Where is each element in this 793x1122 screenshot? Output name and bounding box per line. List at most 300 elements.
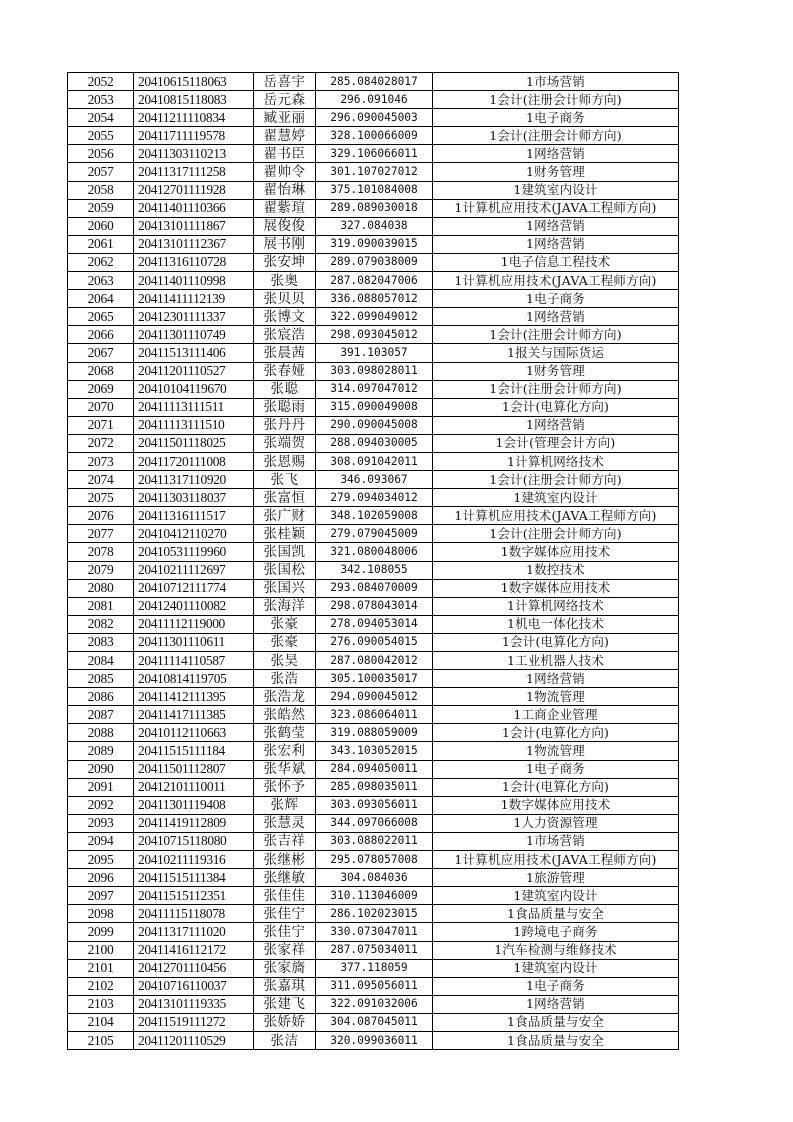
major-cell: 1网络营销 bbox=[433, 145, 679, 163]
table-row bbox=[68, 597, 679, 615]
student-id-cell: 20412701111928 bbox=[134, 181, 254, 199]
student-name-cell: 张安坤 bbox=[254, 253, 316, 271]
student-name-cell: 张佳宁 bbox=[254, 905, 316, 923]
table-row bbox=[68, 579, 679, 597]
score-cell: 305.100035017 bbox=[316, 670, 433, 688]
student-id-cell: 20410814119705 bbox=[134, 670, 254, 688]
table-row bbox=[68, 163, 679, 181]
row-number-cell: 2075 bbox=[68, 489, 134, 507]
score-cell: 346.093067 bbox=[316, 471, 433, 489]
major-cell: 1会计(电算化方向) bbox=[433, 633, 679, 651]
table-row bbox=[68, 344, 679, 362]
student-name-cell: 张国凯 bbox=[254, 543, 316, 561]
row-number-cell: 2103 bbox=[68, 995, 134, 1013]
table-row bbox=[68, 91, 679, 109]
table-row bbox=[68, 525, 679, 543]
student-name-cell: 张端贺 bbox=[254, 434, 316, 452]
major-cell: 1计算机应用技术(JAVA工程师方向) bbox=[433, 272, 679, 290]
row-number-cell: 2079 bbox=[68, 561, 134, 579]
student-name-cell: 张浩龙 bbox=[254, 688, 316, 706]
row-number-cell: 2073 bbox=[68, 452, 134, 470]
major-cell: 1网络营销 bbox=[433, 416, 679, 434]
major-cell: 1数字媒体应用技术 bbox=[433, 579, 679, 597]
score-cell: 336.088057012 bbox=[316, 290, 433, 308]
row-number-cell: 2101 bbox=[68, 959, 134, 977]
major-cell: 1网络营销 bbox=[433, 995, 679, 1013]
major-cell: 1电子商务 bbox=[433, 760, 679, 778]
student-name-cell: 张桂颖 bbox=[254, 525, 316, 543]
student-name-cell: 臧亚丽 bbox=[254, 109, 316, 127]
student-name-cell: 张晨茜 bbox=[254, 344, 316, 362]
row-number-cell: 2105 bbox=[68, 1031, 134, 1049]
table-row bbox=[68, 145, 679, 163]
table-row bbox=[68, 380, 679, 398]
score-cell: 303.088022011 bbox=[316, 832, 433, 850]
major-cell: 1网络营销 bbox=[433, 217, 679, 235]
student-id-cell: 20411515111184 bbox=[134, 742, 254, 760]
major-cell: 1建筑室内设计 bbox=[433, 887, 679, 905]
score-cell: 321.080048006 bbox=[316, 543, 433, 561]
row-number-cell: 2053 bbox=[68, 91, 134, 109]
table-row bbox=[68, 724, 679, 742]
student-id-cell: 20410615118063 bbox=[134, 73, 254, 91]
table-row bbox=[68, 1031, 679, 1049]
major-cell: 1数字媒体应用技术 bbox=[433, 543, 679, 561]
student-name-cell: 张洁 bbox=[254, 1031, 316, 1049]
row-number-cell: 2064 bbox=[68, 290, 134, 308]
student-name-cell: 张佳宁 bbox=[254, 923, 316, 941]
score-cell: 278.094053014 bbox=[316, 615, 433, 633]
score-cell: 303.098028011 bbox=[316, 362, 433, 380]
table-row bbox=[68, 181, 679, 199]
student-id-cell: 20411515111384 bbox=[134, 869, 254, 887]
score-cell: 319.090039015 bbox=[316, 235, 433, 253]
score-cell: 329.106066011 bbox=[316, 145, 433, 163]
student-name-cell: 张国松 bbox=[254, 561, 316, 579]
score-cell: 319.088059009 bbox=[316, 724, 433, 742]
major-cell: 1食品质量与安全 bbox=[433, 905, 679, 923]
major-cell: 1会计(注册会计师方向) bbox=[433, 380, 679, 398]
table-row bbox=[68, 109, 679, 127]
score-cell: 293.084070009 bbox=[316, 579, 433, 597]
row-number-cell: 2104 bbox=[68, 1013, 134, 1031]
score-cell: 298.093045012 bbox=[316, 326, 433, 344]
student-id-cell: 20411303110213 bbox=[134, 145, 254, 163]
row-number-cell: 2070 bbox=[68, 398, 134, 416]
table-row bbox=[68, 272, 679, 290]
student-id-cell: 20411317110920 bbox=[134, 471, 254, 489]
score-cell: 322.091032006 bbox=[316, 995, 433, 1013]
table-row bbox=[68, 887, 679, 905]
major-cell: 1计算机应用技术(JAVA工程师方向) bbox=[433, 199, 679, 217]
student-id-cell: 20411412111395 bbox=[134, 688, 254, 706]
student-name-cell: 张丹丹 bbox=[254, 416, 316, 434]
table-row bbox=[68, 995, 679, 1013]
student-id-cell: 20413101111867 bbox=[134, 217, 254, 235]
student-name-cell: 翟帅令 bbox=[254, 163, 316, 181]
student-id-cell: 20412701110456 bbox=[134, 959, 254, 977]
score-cell: 308.091042011 bbox=[316, 452, 433, 470]
table-row bbox=[68, 326, 679, 344]
score-cell: 284.094050011 bbox=[316, 760, 433, 778]
major-cell: 1会计(注册会计师方向) bbox=[433, 127, 679, 145]
student-id-cell: 20411301110611 bbox=[134, 633, 254, 651]
major-cell: 1会计(管理会计方向) bbox=[433, 434, 679, 452]
row-number-cell: 2097 bbox=[68, 887, 134, 905]
table-row bbox=[68, 434, 679, 452]
student-name-cell: 岳元森 bbox=[254, 91, 316, 109]
major-cell: 1人力资源管理 bbox=[433, 814, 679, 832]
student-id-cell: 20411519111272 bbox=[134, 1013, 254, 1031]
table-row bbox=[68, 706, 679, 724]
student-id-cell: 20411201110529 bbox=[134, 1031, 254, 1049]
score-cell: 304.087045011 bbox=[316, 1013, 433, 1031]
student-name-cell: 张娇娇 bbox=[254, 1013, 316, 1031]
student-id-cell: 20411515112351 bbox=[134, 887, 254, 905]
row-number-cell: 2095 bbox=[68, 851, 134, 869]
table-row bbox=[68, 1013, 679, 1031]
student-name-cell: 张佳佳 bbox=[254, 887, 316, 905]
table-row bbox=[68, 253, 679, 271]
row-number-cell: 2081 bbox=[68, 597, 134, 615]
student-name-cell: 张昊 bbox=[254, 652, 316, 670]
score-cell: 279.079045009 bbox=[316, 525, 433, 543]
major-cell: 1工业机器人技术 bbox=[433, 652, 679, 670]
score-cell: 294.090045012 bbox=[316, 688, 433, 706]
table-row bbox=[68, 471, 679, 489]
score-cell: 279.094034012 bbox=[316, 489, 433, 507]
document-page bbox=[67, 72, 679, 1050]
score-cell: 290.090045008 bbox=[316, 416, 433, 434]
score-cell: 344.097066008 bbox=[316, 814, 433, 832]
score-cell: 287.082047006 bbox=[316, 272, 433, 290]
table-row bbox=[68, 688, 679, 706]
score-cell: 289.089030018 bbox=[316, 199, 433, 217]
score-cell: 375.101084008 bbox=[316, 181, 433, 199]
major-cell: 1财务管理 bbox=[433, 163, 679, 181]
student-name-cell: 张继敏 bbox=[254, 869, 316, 887]
table-row bbox=[68, 398, 679, 416]
table-row bbox=[68, 633, 679, 651]
row-number-cell: 2056 bbox=[68, 145, 134, 163]
student-name-cell: 张富恒 bbox=[254, 489, 316, 507]
student-id-cell: 20411115118078 bbox=[134, 905, 254, 923]
score-cell: 343.103052015 bbox=[316, 742, 433, 760]
score-cell: 276.090054015 bbox=[316, 633, 433, 651]
row-number-cell: 2072 bbox=[68, 434, 134, 452]
student-name-cell: 张建飞 bbox=[254, 995, 316, 1013]
score-cell: 311.095056011 bbox=[316, 977, 433, 995]
table-row bbox=[68, 814, 679, 832]
row-number-cell: 2060 bbox=[68, 217, 134, 235]
student-id-cell: 20411416112172 bbox=[134, 941, 254, 959]
major-cell: 1建筑室内设计 bbox=[433, 489, 679, 507]
student-id-cell: 20411113111511 bbox=[134, 398, 254, 416]
student-name-cell: 张华斌 bbox=[254, 760, 316, 778]
major-cell: 1跨境电子商务 bbox=[433, 923, 679, 941]
student-name-cell: 张海洋 bbox=[254, 597, 316, 615]
major-cell: 1网络营销 bbox=[433, 235, 679, 253]
table-row bbox=[68, 416, 679, 434]
row-number-cell: 2083 bbox=[68, 633, 134, 651]
major-cell: 1数控技术 bbox=[433, 561, 679, 579]
row-number-cell: 2084 bbox=[68, 652, 134, 670]
row-number-cell: 2062 bbox=[68, 253, 134, 271]
student-id-cell: 20411301110749 bbox=[134, 326, 254, 344]
student-id-cell: 20411720111008 bbox=[134, 452, 254, 470]
row-number-cell: 2094 bbox=[68, 832, 134, 850]
student-name-cell: 翟书臣 bbox=[254, 145, 316, 163]
major-cell: 1会计(电算化方向) bbox=[433, 724, 679, 742]
major-cell: 1计算机网络技术 bbox=[433, 597, 679, 615]
score-cell: 323.086064011 bbox=[316, 706, 433, 724]
student-name-cell: 翟慧婷 bbox=[254, 127, 316, 145]
student-id-cell: 20410211112697 bbox=[134, 561, 254, 579]
row-number-cell: 2065 bbox=[68, 308, 134, 326]
student-id-cell: 20411417111385 bbox=[134, 706, 254, 724]
score-cell: 287.080042012 bbox=[316, 652, 433, 670]
student-id-cell: 20410104119670 bbox=[134, 380, 254, 398]
student-name-cell: 张豪 bbox=[254, 633, 316, 651]
score-cell: 330.073047011 bbox=[316, 923, 433, 941]
table-row bbox=[68, 507, 679, 525]
score-cell: 328.100066009 bbox=[316, 127, 433, 145]
row-number-cell: 2088 bbox=[68, 724, 134, 742]
score-cell: 320.099036011 bbox=[316, 1031, 433, 1049]
student-name-cell: 翟紫瑄 bbox=[254, 199, 316, 217]
row-number-cell: 2086 bbox=[68, 688, 134, 706]
student-id-cell: 20411113111510 bbox=[134, 416, 254, 434]
score-cell: 286.102023015 bbox=[316, 905, 433, 923]
major-cell: 1网络营销 bbox=[433, 670, 679, 688]
student-name-cell: 岳喜宇 bbox=[254, 73, 316, 91]
major-cell: 1物流管理 bbox=[433, 742, 679, 760]
row-number-cell: 2102 bbox=[68, 977, 134, 995]
major-cell: 1建筑室内设计 bbox=[433, 181, 679, 199]
table-row bbox=[68, 73, 679, 91]
major-cell: 1电子信息工程技术 bbox=[433, 253, 679, 271]
table-row bbox=[68, 905, 679, 923]
major-cell: 1计算机应用技术(JAVA工程师方向) bbox=[433, 851, 679, 869]
student-id-cell: 20411316110728 bbox=[134, 253, 254, 271]
row-number-cell: 2071 bbox=[68, 416, 134, 434]
table-row bbox=[68, 923, 679, 941]
student-id-cell: 20411114110587 bbox=[134, 652, 254, 670]
student-id-cell: 20411316111517 bbox=[134, 507, 254, 525]
table-row bbox=[68, 941, 679, 959]
major-cell: 1食品质量与安全 bbox=[433, 1013, 679, 1031]
student-id-cell: 20410815118083 bbox=[134, 91, 254, 109]
table-row bbox=[68, 362, 679, 380]
student-id-cell: 20413101112367 bbox=[134, 235, 254, 253]
table-body bbox=[68, 73, 679, 1050]
row-number-cell: 2098 bbox=[68, 905, 134, 923]
student-name-cell: 张辉 bbox=[254, 796, 316, 814]
student-id-cell: 20412101110011 bbox=[134, 778, 254, 796]
row-number-cell: 2068 bbox=[68, 362, 134, 380]
major-cell: 1会计(注册会计师方向) bbox=[433, 471, 679, 489]
major-cell: 1财务管理 bbox=[433, 362, 679, 380]
major-cell: 1市场营销 bbox=[433, 73, 679, 91]
table-row bbox=[68, 977, 679, 995]
student-id-cell: 20412301111337 bbox=[134, 308, 254, 326]
table-row bbox=[68, 652, 679, 670]
major-cell: 1建筑室内设计 bbox=[433, 959, 679, 977]
major-cell: 1食品质量与安全 bbox=[433, 1031, 679, 1049]
student-id-cell: 20411401110998 bbox=[134, 272, 254, 290]
major-cell: 1机电一体化技术 bbox=[433, 615, 679, 633]
student-name-cell: 张鹤莹 bbox=[254, 724, 316, 742]
student-name-cell: 展俊俊 bbox=[254, 217, 316, 235]
row-number-cell: 2057 bbox=[68, 163, 134, 181]
student-id-cell: 20410412110270 bbox=[134, 525, 254, 543]
table-row bbox=[68, 308, 679, 326]
student-name-cell: 张怀予 bbox=[254, 778, 316, 796]
major-cell: 1会计(注册会计师方向) bbox=[433, 91, 679, 109]
table-row bbox=[68, 290, 679, 308]
student-name-cell: 张聪 bbox=[254, 380, 316, 398]
score-cell: 322.099049012 bbox=[316, 308, 433, 326]
table-row bbox=[68, 670, 679, 688]
major-cell: 1电子商务 bbox=[433, 109, 679, 127]
row-number-cell: 2078 bbox=[68, 543, 134, 561]
student-name-cell: 翟怡琳 bbox=[254, 181, 316, 199]
score-cell: 342.108055 bbox=[316, 561, 433, 579]
score-cell: 285.098035011 bbox=[316, 778, 433, 796]
score-cell: 285.084028017 bbox=[316, 73, 433, 91]
major-cell: 1电子商务 bbox=[433, 977, 679, 995]
table-row bbox=[68, 489, 679, 507]
row-number-cell: 2076 bbox=[68, 507, 134, 525]
student-name-cell: 张皓然 bbox=[254, 706, 316, 724]
row-number-cell: 2091 bbox=[68, 778, 134, 796]
student-name-cell: 张慧灵 bbox=[254, 814, 316, 832]
row-number-cell: 2059 bbox=[68, 199, 134, 217]
student-id-cell: 20411419112809 bbox=[134, 814, 254, 832]
major-cell: 1电子商务 bbox=[433, 290, 679, 308]
major-cell: 1物流管理 bbox=[433, 688, 679, 706]
score-cell: 327.084038 bbox=[316, 217, 433, 235]
table-row bbox=[68, 959, 679, 977]
student-name-cell: 张聪雨 bbox=[254, 398, 316, 416]
student-name-cell: 张宸浩 bbox=[254, 326, 316, 344]
major-cell: 1旅游管理 bbox=[433, 869, 679, 887]
table-row bbox=[68, 832, 679, 850]
student-name-cell: 展书刚 bbox=[254, 235, 316, 253]
table-row bbox=[68, 217, 679, 235]
row-number-cell: 2067 bbox=[68, 344, 134, 362]
student-name-cell: 张吉祥 bbox=[254, 832, 316, 850]
student-name-cell: 张继彬 bbox=[254, 851, 316, 869]
score-cell: 303.093056011 bbox=[316, 796, 433, 814]
row-number-cell: 2099 bbox=[68, 923, 134, 941]
table-row bbox=[68, 199, 679, 217]
score-cell: 296.090045003 bbox=[316, 109, 433, 127]
score-cell: 314.097047012 bbox=[316, 380, 433, 398]
student-id-cell: 20411211110834 bbox=[134, 109, 254, 127]
student-id-cell: 20410531119960 bbox=[134, 543, 254, 561]
student-id-cell: 20411303118037 bbox=[134, 489, 254, 507]
score-cell: 296.091046 bbox=[316, 91, 433, 109]
student-name-cell: 张嘉琪 bbox=[254, 977, 316, 995]
row-number-cell: 2054 bbox=[68, 109, 134, 127]
student-id-cell: 20411401110366 bbox=[134, 199, 254, 217]
student-name-cell: 张广财 bbox=[254, 507, 316, 525]
student-id-cell: 20411317111020 bbox=[134, 923, 254, 941]
score-cell: 301.107027012 bbox=[316, 163, 433, 181]
table-row bbox=[68, 127, 679, 145]
row-number-cell: 2092 bbox=[68, 796, 134, 814]
row-number-cell: 2085 bbox=[68, 670, 134, 688]
student-id-cell: 20410211119316 bbox=[134, 851, 254, 869]
row-number-cell: 2052 bbox=[68, 73, 134, 91]
table-row bbox=[68, 452, 679, 470]
student-id-cell: 20410715118080 bbox=[134, 832, 254, 850]
student-name-cell: 张家祥 bbox=[254, 941, 316, 959]
student-name-cell: 张博文 bbox=[254, 308, 316, 326]
student-name-cell: 张家旖 bbox=[254, 959, 316, 977]
student-id-cell: 20410112110663 bbox=[134, 724, 254, 742]
major-cell: 1会计(电算化方向) bbox=[433, 398, 679, 416]
major-cell: 1会计(注册会计师方向) bbox=[433, 326, 679, 344]
student-id-cell: 20411201110527 bbox=[134, 362, 254, 380]
score-cell: 287.075034011 bbox=[316, 941, 433, 959]
major-cell: 1会计(电算化方向) bbox=[433, 778, 679, 796]
student-id-cell: 20410712111774 bbox=[134, 579, 254, 597]
score-cell: 295.078057008 bbox=[316, 851, 433, 869]
student-id-cell: 20411501118025 bbox=[134, 434, 254, 452]
row-number-cell: 2063 bbox=[68, 272, 134, 290]
student-name-cell: 张国兴 bbox=[254, 579, 316, 597]
score-cell: 315.090049008 bbox=[316, 398, 433, 416]
score-cell: 348.102059008 bbox=[316, 507, 433, 525]
row-number-cell: 2082 bbox=[68, 615, 134, 633]
student-id-cell: 20413101119335 bbox=[134, 995, 254, 1013]
score-cell: 288.094030005 bbox=[316, 434, 433, 452]
score-cell: 304.084036 bbox=[316, 869, 433, 887]
row-number-cell: 2090 bbox=[68, 760, 134, 778]
major-cell: 1市场营销 bbox=[433, 832, 679, 850]
score-cell: 391.103057 bbox=[316, 344, 433, 362]
table-row bbox=[68, 851, 679, 869]
major-cell: 1会计(注册会计师方向) bbox=[433, 525, 679, 543]
score-cell: 298.078043014 bbox=[316, 597, 433, 615]
row-number-cell: 2061 bbox=[68, 235, 134, 253]
student-name-cell: 张飞 bbox=[254, 471, 316, 489]
student-id-cell: 20412401110082 bbox=[134, 597, 254, 615]
row-number-cell: 2066 bbox=[68, 326, 134, 344]
student-id-cell: 20411112119000 bbox=[134, 615, 254, 633]
table-row bbox=[68, 543, 679, 561]
major-cell: 1工商企业管理 bbox=[433, 706, 679, 724]
student-name-cell: 张贝贝 bbox=[254, 290, 316, 308]
major-cell: 1计算机网络技术 bbox=[433, 452, 679, 470]
row-number-cell: 2089 bbox=[68, 742, 134, 760]
student-ranking-table bbox=[67, 72, 679, 1050]
major-cell: 1数字媒体应用技术 bbox=[433, 796, 679, 814]
student-name-cell: 张奥 bbox=[254, 272, 316, 290]
student-id-cell: 20411411112139 bbox=[134, 290, 254, 308]
student-id-cell: 20411501112807 bbox=[134, 760, 254, 778]
row-number-cell: 2100 bbox=[68, 941, 134, 959]
row-number-cell: 2058 bbox=[68, 181, 134, 199]
student-name-cell: 张豪 bbox=[254, 615, 316, 633]
student-id-cell: 20411317111258 bbox=[134, 163, 254, 181]
major-cell: 1汽车检测与维修技术 bbox=[433, 941, 679, 959]
student-id-cell: 20411711119578 bbox=[134, 127, 254, 145]
row-number-cell: 2077 bbox=[68, 525, 134, 543]
table-row bbox=[68, 760, 679, 778]
